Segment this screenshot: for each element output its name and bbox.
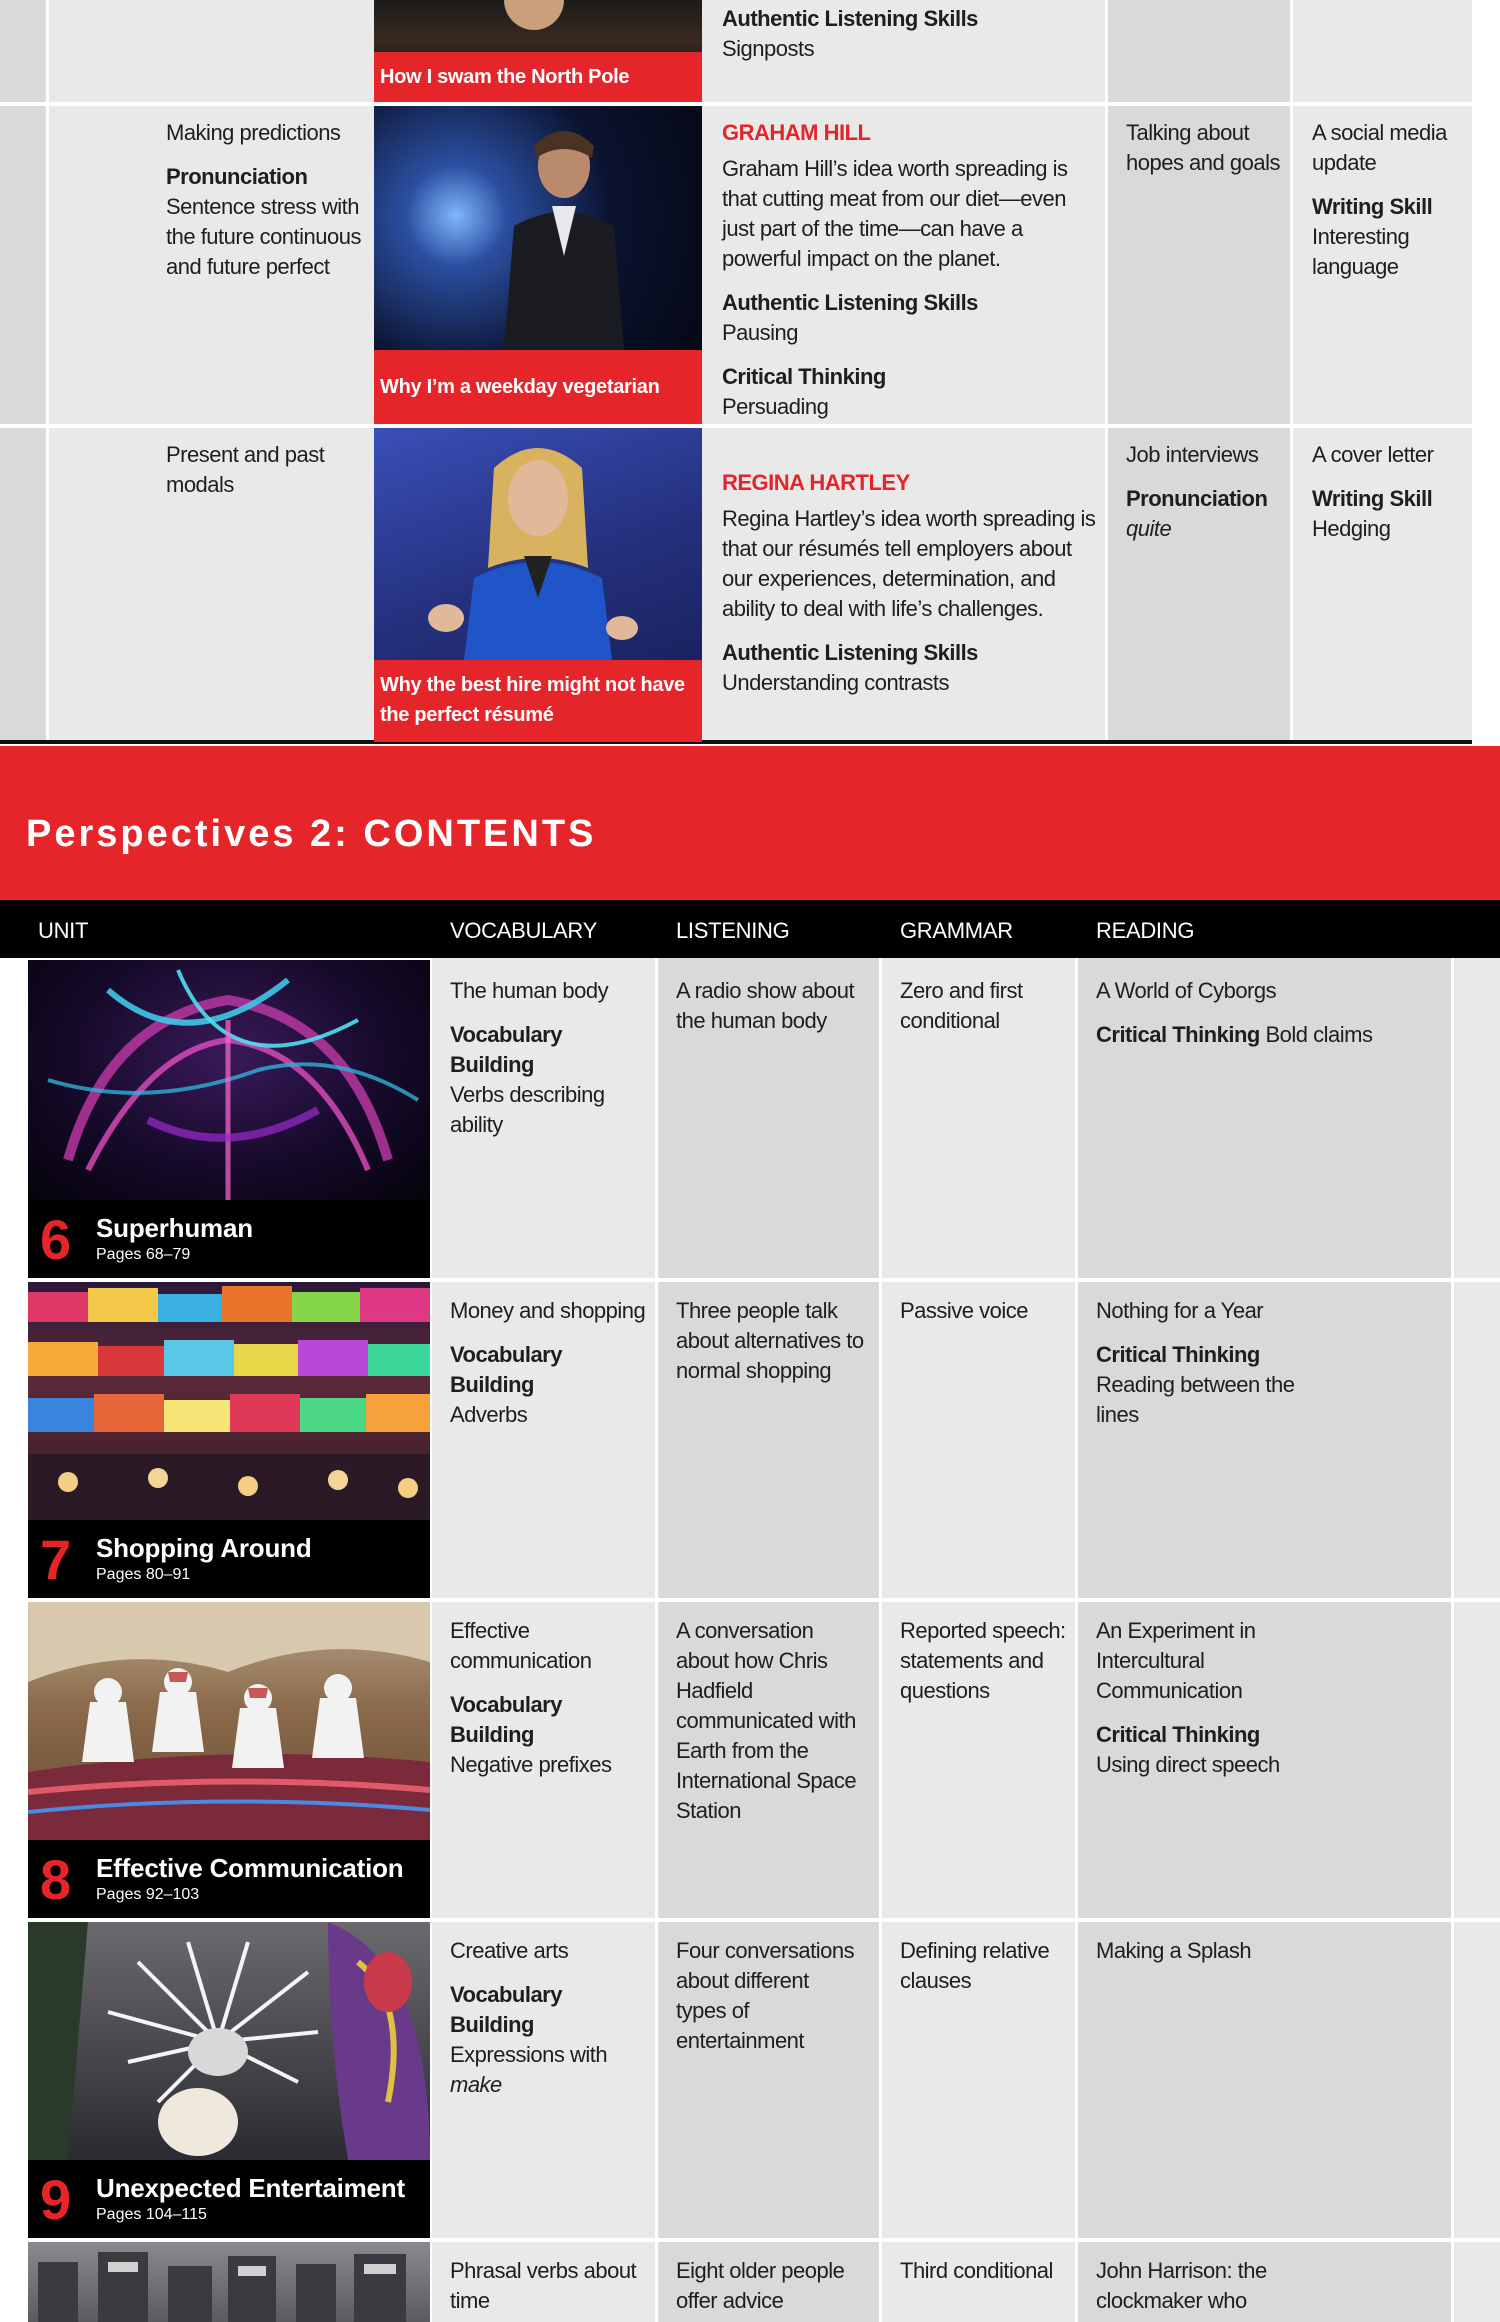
listening-cell xyxy=(676,1616,860,1826)
pronunciation-label: Pronunciation xyxy=(166,164,308,189)
talk-caption: Why the best hire might not have the perfect résumé xyxy=(374,660,702,742)
grammar-topic: Third conditional xyxy=(900,2258,1053,2283)
critical-thinking-skill: Using direct speech xyxy=(1096,1752,1280,1777)
critical-thinking-label: Critical Thinking xyxy=(1096,1722,1260,1747)
banner-title: Perspectives 2: CONTENTS xyxy=(26,813,597,855)
vocabulary-cell xyxy=(450,1936,646,2100)
speaking-cell xyxy=(1126,440,1288,544)
critical-thinking-label: Critical Thinking xyxy=(1096,1342,1260,1367)
grammar-cell xyxy=(900,976,1070,1036)
talk-photo-regina-hartley xyxy=(374,428,702,660)
talk-photo-graham-hill xyxy=(374,106,702,350)
listening-cell xyxy=(676,1936,860,2056)
vocabulary-topic: Phrasal verbs about time xyxy=(450,2258,637,2313)
writing-cell xyxy=(1312,440,1472,544)
unit-pages: Pages 92–103 xyxy=(96,1886,200,1903)
vocabulary-cell xyxy=(450,1616,646,1780)
speaking-topic: Job interviews xyxy=(1126,442,1259,467)
reading-cell xyxy=(1096,2256,1316,2316)
listening-cell xyxy=(676,1296,872,1386)
grammar-topic: Present and past modals xyxy=(166,442,325,497)
unit-number: 6 xyxy=(40,1208,72,1271)
authentic-listening-label: Authentic Listening Skills xyxy=(722,6,978,31)
writing-topic: A cover letter xyxy=(1312,442,1434,467)
unit-photo-superhuman xyxy=(28,960,430,1200)
speaker-name: REGINA HARTLEY xyxy=(722,470,910,495)
writing-skill-label: Writing Skill xyxy=(1312,486,1433,511)
pronunciation-label: Pronunciation xyxy=(1126,486,1268,511)
next-column xyxy=(1452,958,1500,2322)
vocabulary-cell xyxy=(450,1296,646,1430)
listening-topic: A radio show about the human body xyxy=(676,978,855,1033)
unit-pages: Pages 104–115 xyxy=(96,2206,207,2223)
header-reading: READING xyxy=(1096,918,1195,943)
reading-cell xyxy=(1096,1936,1436,1966)
vocabulary-building-label: Vocabulary Building xyxy=(450,1982,562,2037)
critical-thinking-label: Critical Thinking xyxy=(722,364,886,389)
vocabulary-building-label: Vocabulary Building xyxy=(450,1022,562,1077)
critical-thinking-skill: Bold claims xyxy=(1259,1022,1373,1047)
vocabulary-building-topic: Verbs describing ability xyxy=(450,1082,605,1137)
unit-photo-entertainment xyxy=(28,1922,430,2160)
reading-title: An Experiment in Intercultural Communication xyxy=(1096,1618,1256,1703)
listening-topic: Eight older people offer advice xyxy=(676,2258,845,2313)
speaking-column xyxy=(1106,0,1292,742)
grammar-topic: Zero and first conditional xyxy=(900,978,1023,1033)
critical-thinking-line xyxy=(1096,1020,1442,1050)
vocabulary-building-topic: Adverbs xyxy=(450,1402,528,1427)
authentic-listening-label: Authentic Listening Skills xyxy=(722,640,978,665)
grammar-cell xyxy=(900,1616,1072,1706)
writing-skill-label: Writing Skill xyxy=(1312,194,1433,219)
unit-pages: Pages 80–91 xyxy=(96,1566,191,1583)
talk-caption: How I swam the North Pole xyxy=(374,52,702,102)
reading-cell xyxy=(722,468,1098,698)
critical-thinking-label: Critical Thinking xyxy=(1096,1022,1260,1047)
listening-topic: Four conversations about different types of entertainment xyxy=(676,1938,855,2053)
writing-skill: Hedging xyxy=(1312,516,1391,541)
grammar-cell xyxy=(166,440,366,500)
listening-topic: Three people talk about alternatives to normal shopping xyxy=(676,1298,864,1383)
unit-photo-partial xyxy=(28,2242,430,2322)
writing-skill: Interesting language xyxy=(1312,224,1410,279)
reading-title: Making a Splash xyxy=(1096,1938,1252,1963)
header-vocabulary: VOCABULARY xyxy=(450,918,597,943)
vocabulary-topic: The human body xyxy=(450,978,609,1003)
section-bottom-rule xyxy=(0,740,1472,744)
listening-cell xyxy=(676,2256,860,2316)
reading-title: A World of Cyborgs xyxy=(1096,978,1277,1003)
grammar-topic: Defining relative clauses xyxy=(900,1938,1050,1993)
contents-banner xyxy=(0,746,1500,900)
vocabulary-building-word: make xyxy=(450,2072,502,2097)
listening-topic: A conversation about how Chris Hadfield communicated with Earth from the International Space Station xyxy=(676,1618,857,1823)
vocabulary-building-topic: Negative prefixes xyxy=(450,1752,612,1777)
critical-thinking-skill: Persuading xyxy=(722,394,829,419)
grammar-topic: Making predictions xyxy=(166,120,341,145)
grammar-topic: Reported speech: statements and questions xyxy=(900,1618,1066,1703)
speaker-name: GRAHAM HILL xyxy=(722,120,871,145)
unit-photo-communication xyxy=(28,1602,430,1840)
authentic-listening-label: Authentic Listening Skills xyxy=(722,290,978,315)
left-strip xyxy=(0,0,48,742)
writing-topic: A social media update xyxy=(1312,120,1447,175)
header-unit: UNIT xyxy=(38,918,89,943)
grammar-cell xyxy=(900,1296,1070,1326)
listening-cell xyxy=(676,976,872,1036)
grammar-cell xyxy=(900,2256,1072,2286)
unit-number: 7 xyxy=(40,1528,72,1591)
listening-skill: Pausing xyxy=(722,320,799,345)
pronunciation-topic: Sentence stress with the future continuous and future perfect xyxy=(166,194,361,279)
header-grammar: GRAMMAR xyxy=(900,918,1013,943)
writing-cell xyxy=(1312,118,1472,282)
talk-description: Regina Hartley’s idea worth spreading is that our résumés tell employers about our experiences, determination, and ability to deal with life’s challenges. xyxy=(722,506,1096,621)
unit-title: Shopping Around xyxy=(96,1533,312,1563)
vocabulary-building-label: Vocabulary Building xyxy=(450,1692,562,1747)
reading-title: John Harrison: the clockmaker who xyxy=(1096,2258,1267,2313)
vocabulary-building-topic: Expressions with xyxy=(450,2042,608,2067)
reading-cell xyxy=(1096,976,1442,1050)
vocabulary-topic: Money and shopping xyxy=(450,1298,646,1323)
listening-skill: Understanding contrasts xyxy=(722,670,949,695)
critical-thinking-skill: Reading between the lines xyxy=(1096,1372,1295,1427)
reading-cell xyxy=(722,4,1092,64)
unit-photo-shopping xyxy=(28,1282,430,1520)
reading-cell xyxy=(1096,1296,1316,1430)
grammar-cell xyxy=(900,1936,1072,1996)
unit-title: Superhuman xyxy=(96,1213,253,1243)
unit-number: 9 xyxy=(40,2168,72,2231)
grammar-topic: Passive voice xyxy=(900,1298,1029,1323)
vocabulary-topic: Effective communication xyxy=(450,1618,592,1673)
speaking-topic: Talking about hopes and goals xyxy=(1126,120,1280,175)
unit-pages: Pages 68–79 xyxy=(96,1246,191,1263)
pronunciation-topic: quite xyxy=(1126,516,1172,541)
grammar-column xyxy=(48,0,374,742)
vocabulary-cell xyxy=(450,2256,646,2316)
listening-skill: Signposts xyxy=(722,36,815,61)
speaking-cell xyxy=(1126,118,1288,178)
unit-title: Unexpected Entertaiment xyxy=(96,2173,405,2203)
grammar-cell xyxy=(166,118,366,282)
reading-cell xyxy=(1096,1616,1296,1780)
vocabulary-topic: Creative arts xyxy=(450,1938,569,1963)
reading-title: Nothing for a Year xyxy=(1096,1298,1264,1323)
writing-column xyxy=(1292,0,1472,742)
talk-description: Graham Hill’s idea worth spreading is that cutting meat from our diet—even just part of the time—can have a powerful impact on the planet. xyxy=(722,156,1068,271)
unit-title: Effective Communication xyxy=(96,1853,404,1883)
header-listening: LISTENING xyxy=(676,918,790,943)
vocabulary-building-label: Vocabulary Building xyxy=(450,1342,562,1397)
vocabulary-cell xyxy=(450,976,646,1140)
reading-cell xyxy=(722,118,1098,422)
unit-number: 8 xyxy=(40,1848,72,1911)
talk-caption: Why I’m a weekday vegetarian xyxy=(374,350,702,424)
